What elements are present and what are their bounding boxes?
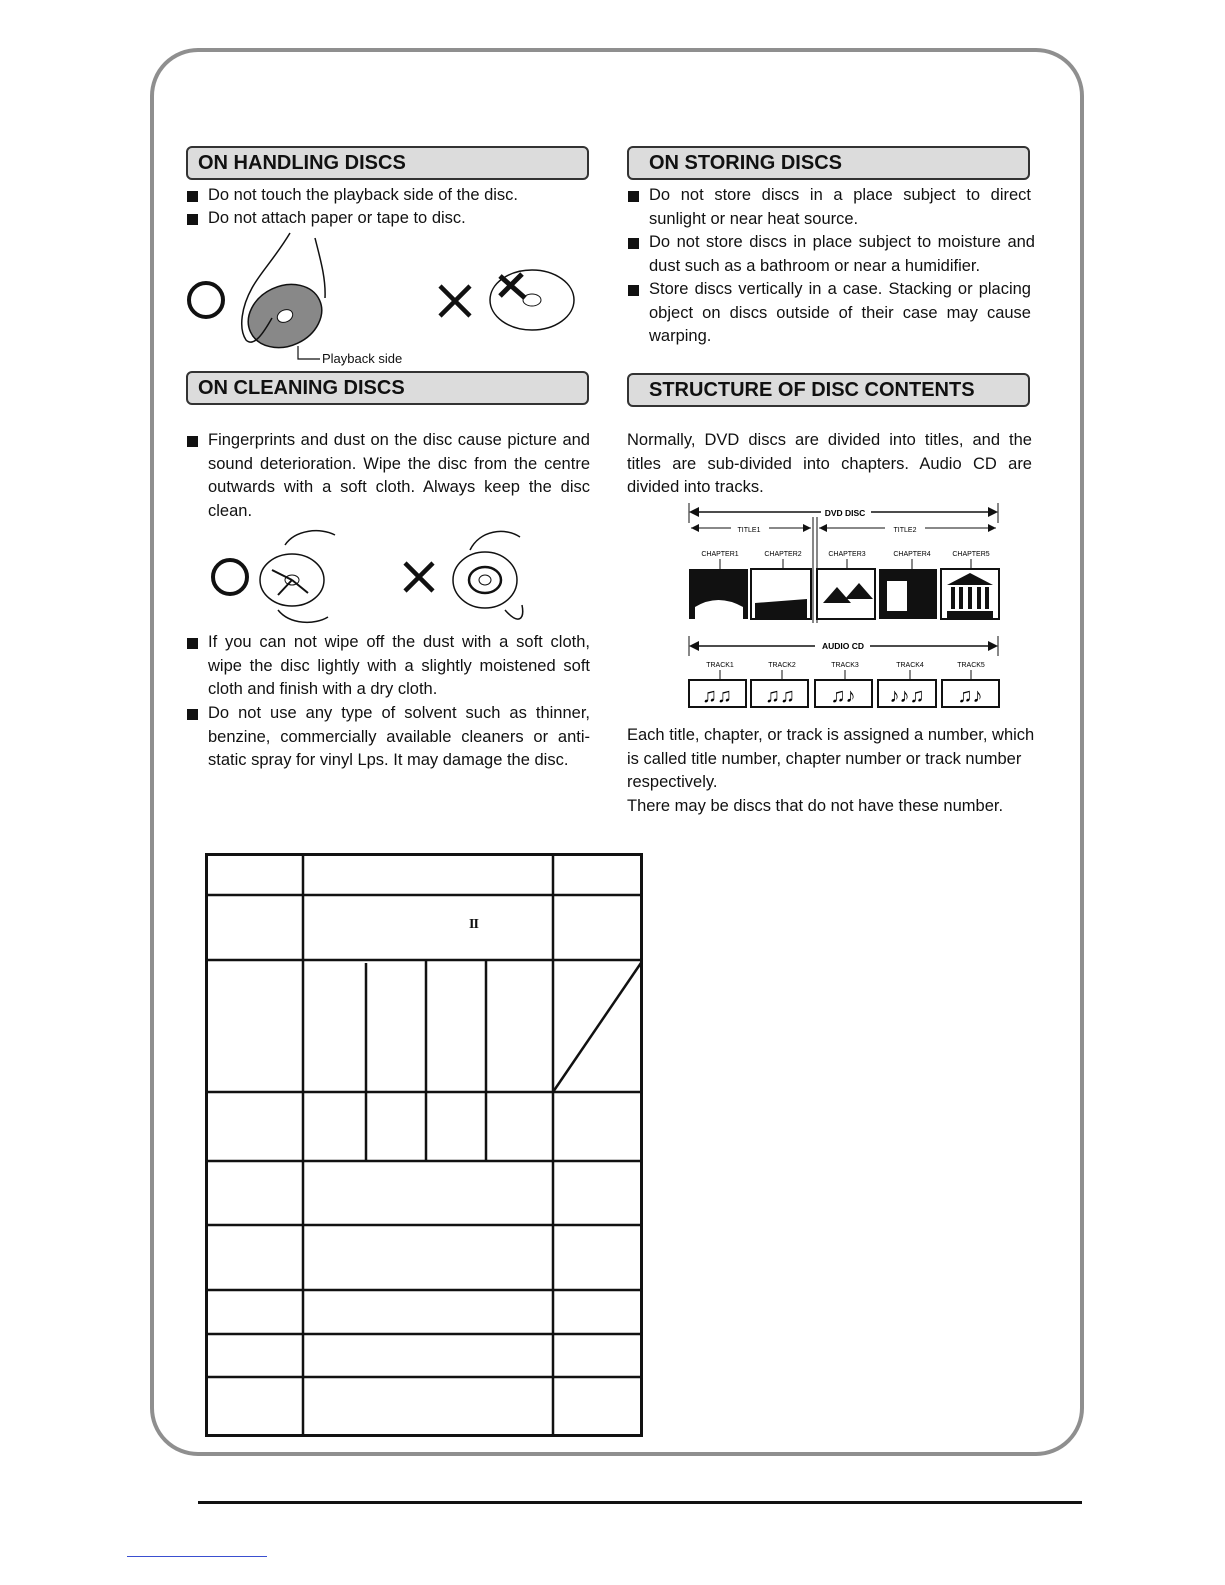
music-note-icon: ♫♫: [702, 685, 732, 707]
audio-cd-label: AUDIO CD: [821, 641, 865, 651]
bullet-icon: [628, 285, 639, 296]
storing-item-1: Do not store discs in a place subject to direct sunlight or near heat source.: [649, 184, 1031, 231]
music-note-icon: ♫♫: [765, 685, 795, 707]
track5-label: TRACK5: [957, 662, 985, 669]
correct-circle-icon: [213, 560, 247, 594]
chapter3-label: CHAPTER3: [828, 551, 866, 558]
structure-outro-2: There may be discs that do not have these number.: [627, 796, 1004, 815]
cleaning-illustration: [200, 525, 540, 630]
cleaning-header: ON CLEANING DISCS: [186, 371, 589, 405]
music-note-icon: ♫♪: [957, 685, 983, 707]
structure-outro-1: Each title, chapter, or track is assigned a number, which is called title number, chapter number or track number respectively.: [627, 726, 1035, 791]
chapter2-label: CHAPTER2: [764, 551, 802, 558]
playback-side-label: Playback side: [322, 351, 403, 366]
storing-item-3: Store discs vertically in a case. Stacking or placing object on discs outside of their case may cause warping.: [649, 278, 1031, 349]
title1-label: TITLE1: [737, 527, 761, 534]
track1-label: TRACK1: [706, 662, 734, 669]
track4-label: TRACK4: [896, 662, 924, 669]
track2-label: TRACK2: [768, 662, 796, 669]
bullet-icon: [187, 436, 198, 447]
chapter1-label: CHAPTER1: [701, 551, 739, 558]
dvd-disc-label: DVD DISC: [824, 508, 866, 518]
music-note-icon: ♫♪: [830, 685, 856, 707]
chapter5-label: CHAPTER5: [952, 551, 990, 558]
bullet-icon: [187, 709, 198, 720]
handling-item-1: Do not touch the playback side of the disc.: [208, 184, 590, 208]
wrong-cross-icon: [440, 286, 470, 316]
footer-rule: [198, 1501, 1082, 1504]
correct-circle-icon: [189, 283, 223, 317]
structure-header: STRUCTURE OF DISC CONTENTS: [627, 373, 1030, 407]
storing-header: ON STORING DISCS: [627, 146, 1030, 180]
storing-item-2: Do not store discs in place subject to moisture and dust such as a bathroom or near a humidifier.: [649, 231, 1035, 278]
cleaning-item-1: Fingerprints and dust on the disc cause picture and sound deterioration. Wipe the disc from the centre outwards with a soft cloth. Always keep the disc clean.: [208, 429, 590, 523]
wrong-cross-icon: [405, 563, 433, 591]
chapter4-label: CHAPTER4: [893, 551, 931, 558]
structure-intro: Normally, DVD discs are divided into titles, and the titles are sub-divided into chapters. Audio CD are divided into tracks.: [627, 431, 1032, 496]
handling-item-2: Do not attach paper or tape to disc.: [208, 207, 590, 231]
bottom-link-underline: [127, 1556, 267, 1557]
title2-label: TITLE2: [893, 527, 917, 534]
track3-label: TRACK3: [831, 662, 859, 669]
bullet-icon: [187, 638, 198, 649]
structure-outro: [627, 724, 1037, 818]
bullet-icon: [187, 214, 198, 225]
dvd-disc-diagram: [685, 503, 1005, 623]
cleaning-item-2: If you can not wipe off the dust with a soft cloth, wipe the disc lightly with a slightly moistened soft cloth and finish with a dry cloth.: [208, 631, 590, 702]
music-note-icon: ♪♪♫: [889, 685, 925, 707]
bullet-icon: [628, 191, 639, 202]
bullet-icon: [628, 238, 639, 249]
roman-numeral-label: II: [469, 917, 478, 932]
bullet-icon: [187, 191, 198, 202]
audio-cd-diagram: [685, 636, 1005, 712]
cleaning-item-3: Do not use any type of solvent such as thinner, benzine, commercially available cleaners or anti-static spray for vinyl Lps. It may damage the disc.: [208, 702, 590, 773]
spec-table-grid: [205, 853, 643, 1437]
handling-header: ON HANDLING DISCS: [186, 146, 589, 180]
disc-wipe-wrong-icon: [453, 552, 517, 608]
